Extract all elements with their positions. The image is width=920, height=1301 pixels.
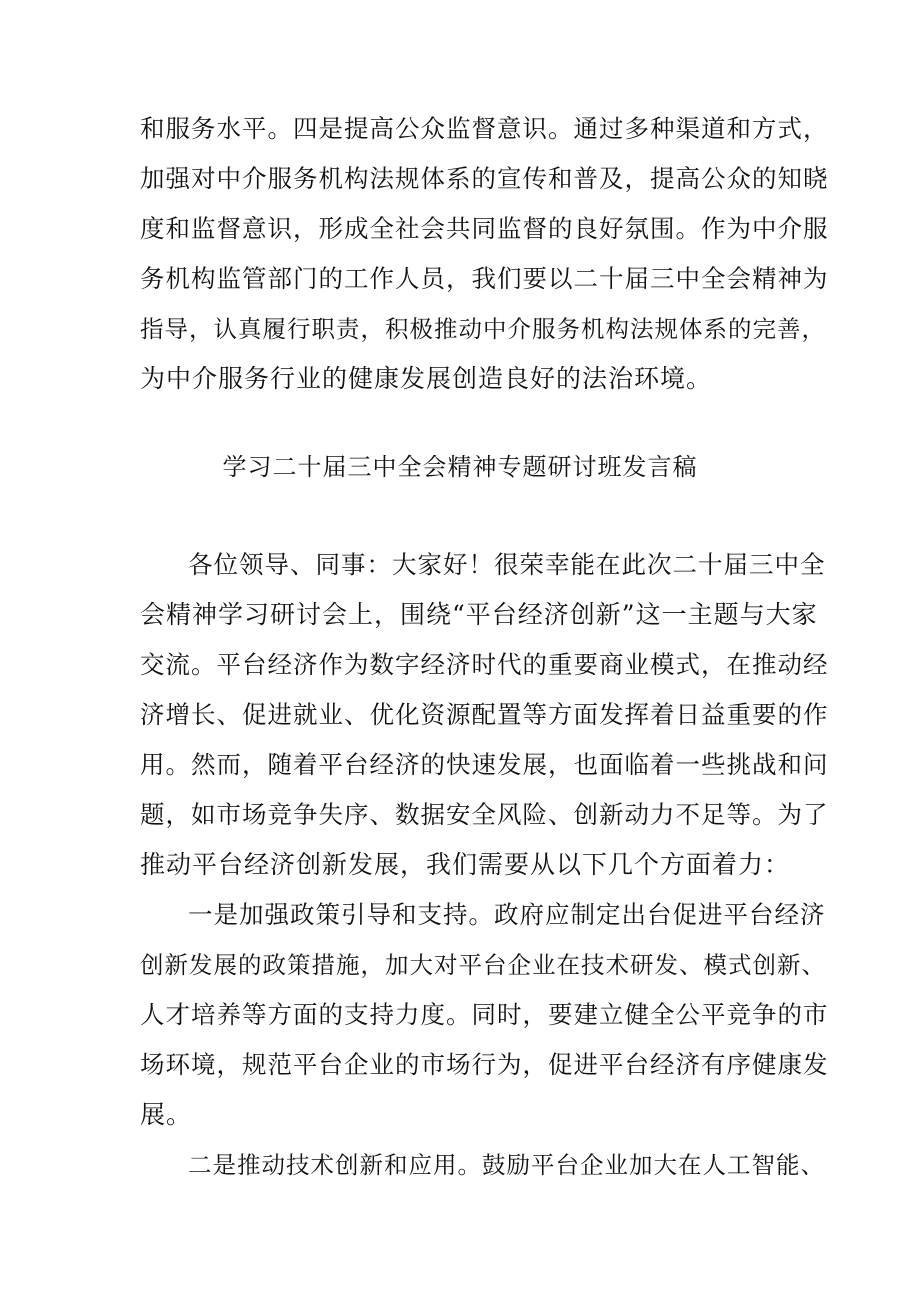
body-text-line: 加强对中介服务机构法规体系的宣传和普及，提高公众的知晓 xyxy=(140,164,829,193)
body-text-line: 创新发展的政策措施，加大对平台企业在技术研发、模式创新、 xyxy=(140,951,826,979)
body-text-line: 济增长、促进就业、优化资源配置等方面发挥着日益重要的作 xyxy=(140,700,829,729)
body-text-line: 人才培养等方面的支持力度。同时，要建立健全公平竞争的市 xyxy=(140,1000,829,1029)
body-text-line: 题，如市场竞争失序、数据安全风险、创新动力不足等。为了 xyxy=(140,800,829,829)
body-text-line: 各位领导、同事：大家好！很荣幸能在此次二十届三中全 xyxy=(188,550,826,579)
document-title: 学习二十届三中全会精神专题研讨班发言稿 xyxy=(222,453,698,481)
body-text-line: 务机构监管部门的工作人员，我们要以二十届三中全会精神为 xyxy=(140,264,829,293)
body-text-line: 二是推动技术创新和应用。鼓励平台企业加大在人工智能、 xyxy=(188,1151,825,1179)
body-text-line: 一是加强政策引导和支持。政府应制定出台促进平台经济 xyxy=(188,900,826,929)
body-text-line: 展。 xyxy=(140,1100,193,1129)
body-text-line: 会精神学习研讨会上，围绕“平台经济创新”这一主题与大家 xyxy=(140,600,818,629)
body-text-line: 推动平台经济创新发展，我们需要从以下几个方面着力： xyxy=(140,850,791,879)
body-text-line: 指导，认真履行职责，积极推动中介服务机构法规体系的完善， xyxy=(140,315,826,343)
body-text-line: 度和监督意识，形成全社会共同监督的良好氛围。作为中介服 xyxy=(140,214,829,243)
body-text-line: 交流。平台经济作为数字经济时代的重要商业模式，在推动经 xyxy=(140,650,829,679)
body-text-line: 和服务水平。四是提高公众监督意识。通过多种渠道和方式， xyxy=(140,114,829,143)
body-text-line: 用。然而，随着平台经济的快速发展，也面临着一些挑战和问 xyxy=(140,750,829,779)
body-text-line: 为中介服务行业的健康发展创造良好的法治环境。 xyxy=(140,364,713,393)
body-text-line: 场环境，规范平台企业的市场行为，促进平台经济有序健康发 xyxy=(140,1050,829,1079)
